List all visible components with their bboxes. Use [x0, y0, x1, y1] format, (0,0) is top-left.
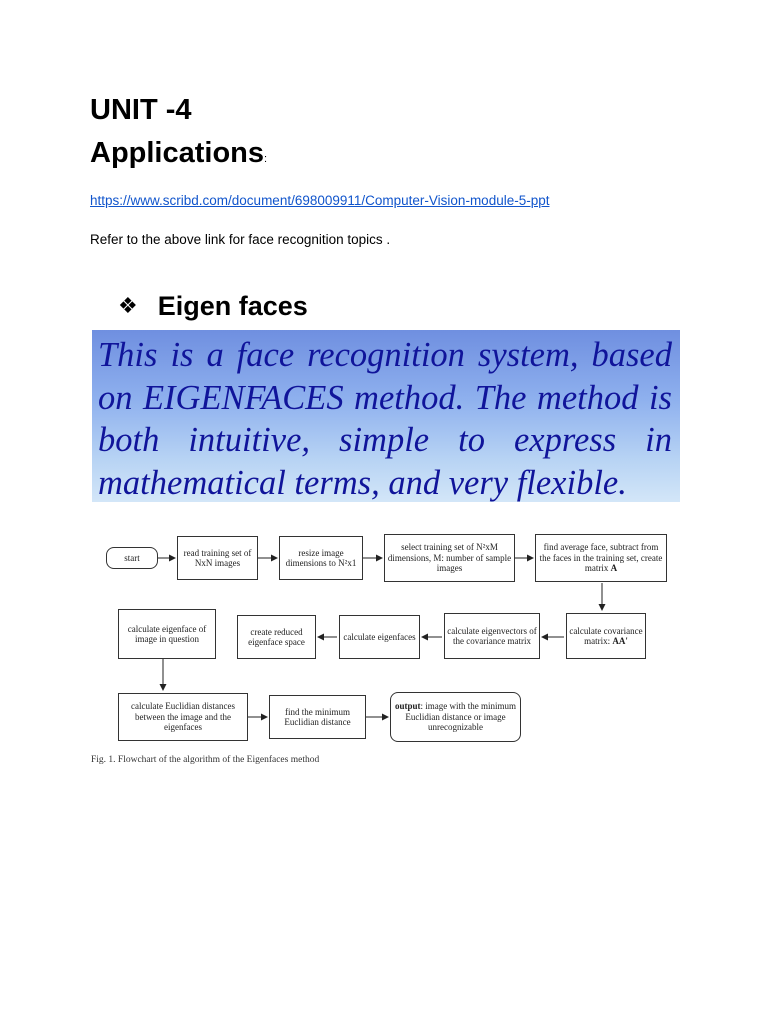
- applications-heading: [90, 135, 267, 177]
- eigenfaces-banner-image: [92, 330, 680, 502]
- refer-text: Refer to the above link for face recognition topics .: [90, 232, 391, 247]
- banner-text: This is a face recognition system, based on EIGENFACES method. The method is both intuitive, simple to express in mathematical terms, and very flexible.: [98, 336, 672, 502]
- diamond-bullet-icon: ❖: [118, 293, 138, 318]
- scribd-link[interactable]: https://www.scribd.com/document/698009911/Computer-Vision-module-5-ppt: [90, 193, 550, 208]
- flow-read-training: read training set of NxN images: [177, 536, 258, 580]
- flow-output-label: output: [394, 701, 421, 712]
- flow-output-desc: : image with the minimum Euclidian distance or image unrecognizable: [405, 701, 516, 733]
- applications-heading-text: Applications: [90, 137, 265, 169]
- flow-covariance-matrix: AA': [612, 636, 628, 646]
- flow-average-face-matrix: A: [610, 563, 618, 574]
- flow-covariance-desc: calculate covariance matrix:: [569, 625, 643, 646]
- flow-output: [390, 692, 521, 742]
- flow-eigenfaces: calculate eigenfaces: [339, 615, 420, 659]
- flow-euclidian-distances: calculate Euclidian distances between the image and the eigenfaces: [118, 693, 248, 741]
- eigen-faces-title: Eigen faces: [157, 291, 308, 321]
- flow-covariance: [566, 613, 646, 659]
- flow-resize: resize image dimensions to N²x1: [279, 536, 363, 580]
- applications-heading-colon: :: [264, 153, 268, 165]
- flow-eigenvectors: calculate eigenvectors of the covariance matrix: [444, 613, 540, 659]
- flow-start: start: [106, 547, 158, 569]
- flow-minimum-distance: find the minimum Euclidian distance: [269, 695, 366, 739]
- figure-caption: Fig. 1. Flowchart of the algorithm of the Eigenfaces method: [91, 755, 320, 765]
- flow-select-training: select training set of N²xM dimensions, M: number of sample images: [384, 534, 515, 582]
- flow-average-face: [535, 534, 667, 582]
- eigen-faces-heading: [118, 288, 308, 324]
- flow-covariance-text: [569, 626, 643, 647]
- flow-reduced-space: create reduced eigenface space: [237, 615, 316, 659]
- flow-eigenface-question: calculate eigenface of image in question: [118, 609, 216, 659]
- unit-heading: UNIT -4: [90, 94, 192, 126]
- flow-average-face-text: [538, 542, 664, 574]
- flow-average-face-desc: find average face, subtract from the faces in the training set, create matrix: [539, 542, 663, 574]
- flow-output-text: [393, 701, 518, 733]
